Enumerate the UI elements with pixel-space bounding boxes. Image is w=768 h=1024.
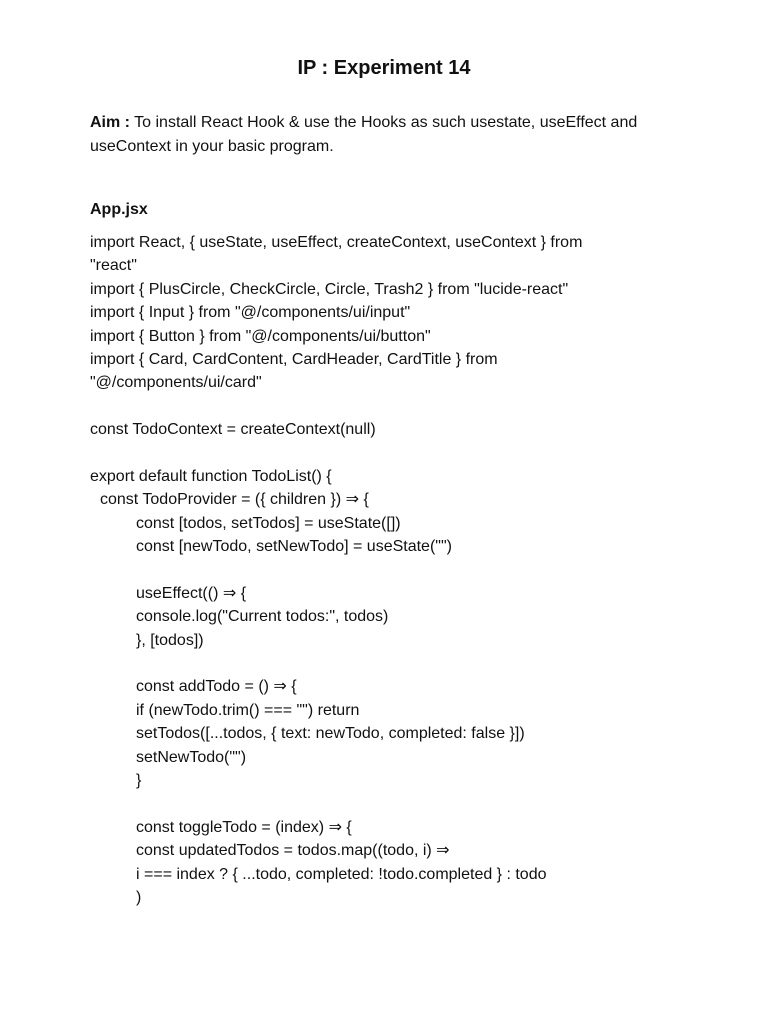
code-line: import { Button } from "@/components/ui/button": [90, 327, 431, 345]
aim-text: To install React Hook & use the Hooks as such usestate, useEffect and useContext in your basic program.: [90, 114, 638, 155]
code-line: setNewTodo(""): [136, 748, 247, 766]
file-heading: App.jsx: [90, 201, 148, 218]
code-line: [90, 558, 690, 581]
code-line: const TodoContext = createContext(null): [90, 421, 376, 439]
aim-paragraph: [90, 111, 690, 158]
code-line: import { PlusCircle, CheckCircle, Circle, Trash2 } from "lucide-react": [90, 280, 569, 298]
code-line: import { Input } from "@/components/ui/input": [90, 304, 411, 322]
code-line: const TodoProvider = ({ children }) ⇒ {: [100, 491, 369, 509]
code-line: const [newTodo, setNewTodo] = useState(""): [136, 538, 452, 556]
code-line: console.log("Current todos:", todos): [136, 608, 389, 626]
code-line: "react": [90, 257, 137, 275]
code-line: i === index ? { ...todo, completed: !todo.completed } : todo: [136, 865, 547, 883]
code-line: const addTodo = () ⇒ {: [136, 678, 297, 696]
code-line: [90, 442, 690, 465]
code-line: ): [136, 888, 142, 906]
code-block: [90, 231, 690, 909]
code-line: useEffect(() ⇒ {: [136, 584, 247, 602]
code-line: const [todos, setTodos] = useState([]): [136, 514, 401, 532]
code-line: export default function TodoList() {: [90, 467, 332, 485]
code-line: const updatedTodos = todos.map((todo, i) ⇒: [136, 842, 450, 860]
code-line: [90, 792, 690, 815]
code-line: const toggleTodo = (index) ⇒ {: [136, 818, 352, 836]
code-line: }: [136, 771, 142, 789]
code-line: import { Card, CardContent, CardHeader, CardTitle } from: [90, 350, 498, 368]
code-line: }, [todos]): [136, 631, 204, 649]
code-line: [90, 652, 690, 675]
page-title: IP : Experiment 14: [297, 57, 471, 79]
aim-label: Aim :: [90, 114, 130, 131]
code-line: if (newTodo.trim() === "") return: [136, 701, 360, 719]
code-line: [90, 395, 690, 418]
code-line: "@/components/ui/card": [90, 374, 262, 392]
code-line: setTodos([...todos, { text: newTodo, completed: false }]): [136, 725, 525, 743]
code-line: import React, { useState, useEffect, createContext, useContext } from: [90, 234, 583, 251]
